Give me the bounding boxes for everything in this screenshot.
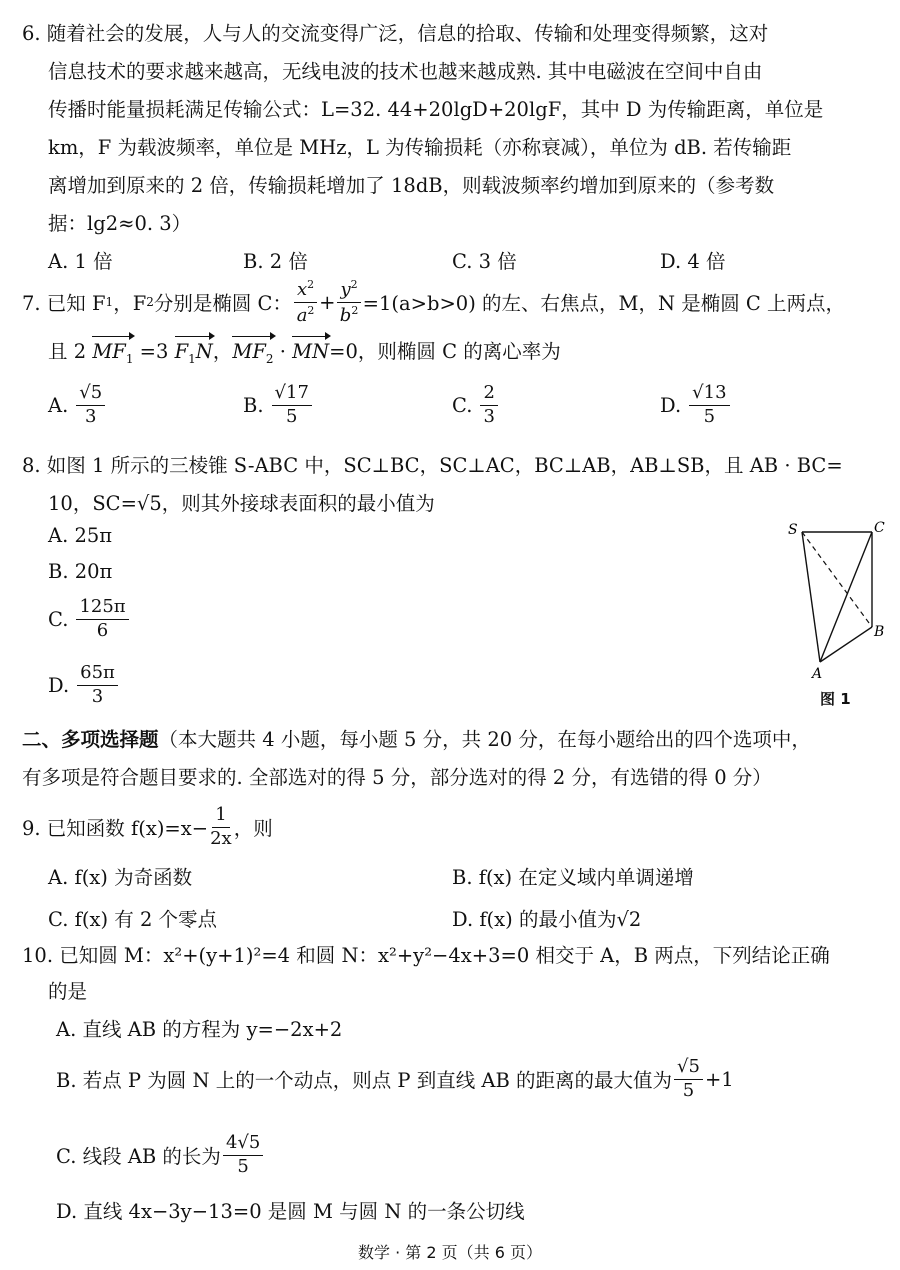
- vector-mf1: $MF_1$: [92, 340, 134, 366]
- figure-caption: 图 1: [820, 690, 851, 708]
- q7-option-c: C. $\frac{2}{3}$: [452, 384, 500, 427]
- q9-stem: 9. 已知函数 f(x)=x− $\frac{1}{2x}$ ，则: [22, 804, 273, 849]
- edge-sa: [802, 532, 820, 662]
- q8-option-d: D. $\frac{65\pi}{3}$: [48, 664, 120, 707]
- q9-option-b: B. f(x) 在定义域内单调递增: [452, 866, 694, 889]
- vector-mn: MN: [292, 340, 330, 363]
- q8-option-b: B. 20π: [48, 560, 113, 583]
- q10-option-c: C. 线段 AB 的长为 $\frac{4√5}{5}$: [56, 1134, 265, 1177]
- q7-option-b: B. $\frac{√17}{5}$: [243, 384, 314, 427]
- q6-line-2: 信息技术的要求越来越高，无线电波的技术也越来越成熟. 其中电磁波在空间中自由: [48, 60, 763, 83]
- q8-line-2: 10，SC=√5，则其外接球表面积的最小值为: [48, 492, 435, 515]
- q8-option-a: A. 25π: [48, 524, 113, 547]
- ellipse-x-term: $\frac{x^2}{a^2}$: [294, 279, 317, 326]
- q10-line-1: 10. 已知圆 M：x²+(y+1)²=4 和圆 N：x²+y²−4x+3=0 相交于 A，B 两点，下列结论正确: [22, 944, 830, 967]
- q6-line-5: 离增加到原来的 2 倍，传输损耗增加了 18dB，则载波频率约增加到原来的（参考数: [48, 174, 775, 197]
- q6-option-b: B. 2 倍: [243, 250, 308, 273]
- q6-line-4: km，F 为载波频率，单位是 MHz，L 为传输损耗（亦称衰减），单位为 dB. 若传输距: [48, 136, 792, 159]
- section-2-line-1: 二、多项选择题（本大题共 4 小题，每小题 5 分，共 20 分，在每小题给出的四个选项中，: [22, 728, 811, 751]
- q9-option-d: D. f(x) 的最小值为√2: [452, 908, 642, 931]
- label-s: S: [788, 522, 798, 538]
- page-footer: 数学 · 第 2 页（共 6 页）: [358, 1243, 542, 1262]
- q6-option-c: C. 3 倍: [452, 250, 517, 273]
- q6-option-a: A. 1 倍: [48, 250, 113, 273]
- q9-option-c: C. f(x) 有 2 个零点: [48, 908, 218, 931]
- label-a: A: [812, 666, 823, 682]
- edge-ac: [820, 532, 872, 662]
- q7-option-d: D. $\frac{√13}{5}$: [660, 384, 732, 427]
- q8-option-c: C. $\frac{125\pi}{6}$: [48, 598, 131, 641]
- vector-mf2: $MF_2$: [232, 340, 274, 366]
- section-2-line-2: 有多项是符合题目要求的. 全部选对的得 5 分，部分选对的得 2 分，有选错的得 0 分）: [22, 766, 772, 789]
- vector-f1n: $F_1N$: [174, 340, 213, 366]
- q8-line-1: 8. 如图 1 所示的三棱锥 S-ABC 中，SC⊥BC，SC⊥AC，BC⊥AB，AB⊥SB，且 AB · BC=: [22, 454, 843, 477]
- q7-line-2: 且 2 $MF_1 =3$ $F_1N$，$MF_2 \cdot MN=0$，则椭圆 C 的离心率为: [48, 340, 561, 366]
- ellipse-y-term: $\frac{y^2}{b^2}$: [337, 279, 360, 326]
- q6-line-3: 传播时能量损耗满足传输公式：L=32. 44+20lgD+20lgF，其中 D 为传输距离，单位是: [48, 98, 824, 121]
- q10-option-d: D. 直线 4x−3y−13=0 是圆 M 与圆 N 的一条公切线: [56, 1200, 525, 1223]
- q6-option-d: D. 4 倍: [660, 250, 726, 273]
- q10-option-b: B. 若点 P 为圆 N 上的一个动点，则点 P 到直线 AB 的距离的最大值为 $\frac{√5}{5}$ +1: [56, 1056, 734, 1101]
- q7-option-a: A. $\frac{√5}{3}$: [48, 384, 107, 427]
- q7-line-1: 7. 已知 F 1 ，F 2 分别是椭圆 C： $\frac{x^2}{a^2}$ + $\frac{y^2}{b^2}$ =1(a>b>0) 的左、右焦点，M，N 是椭圆 C 上两点，: [22, 277, 846, 326]
- edge-ab: [820, 627, 872, 662]
- section-2-title: 二、多项选择题: [22, 728, 159, 751]
- q6-line-1: 6. 随着社会的发展，人与人的交流变得广泛，信息的拾取、传输和处理变得频繁，这对: [22, 22, 769, 45]
- q10-option-a: A. 直线 AB 的方程为 y=−2x+2: [56, 1018, 343, 1041]
- q9-option-a: A. f(x) 为奇函数: [48, 866, 193, 889]
- pyramid-figure: [780, 512, 890, 712]
- q6-line-6: 据：lg2≈0. 3）: [48, 212, 192, 235]
- q10-line-2: 的是: [48, 980, 88, 1003]
- label-c: C: [874, 520, 885, 536]
- label-b: B: [874, 624, 885, 640]
